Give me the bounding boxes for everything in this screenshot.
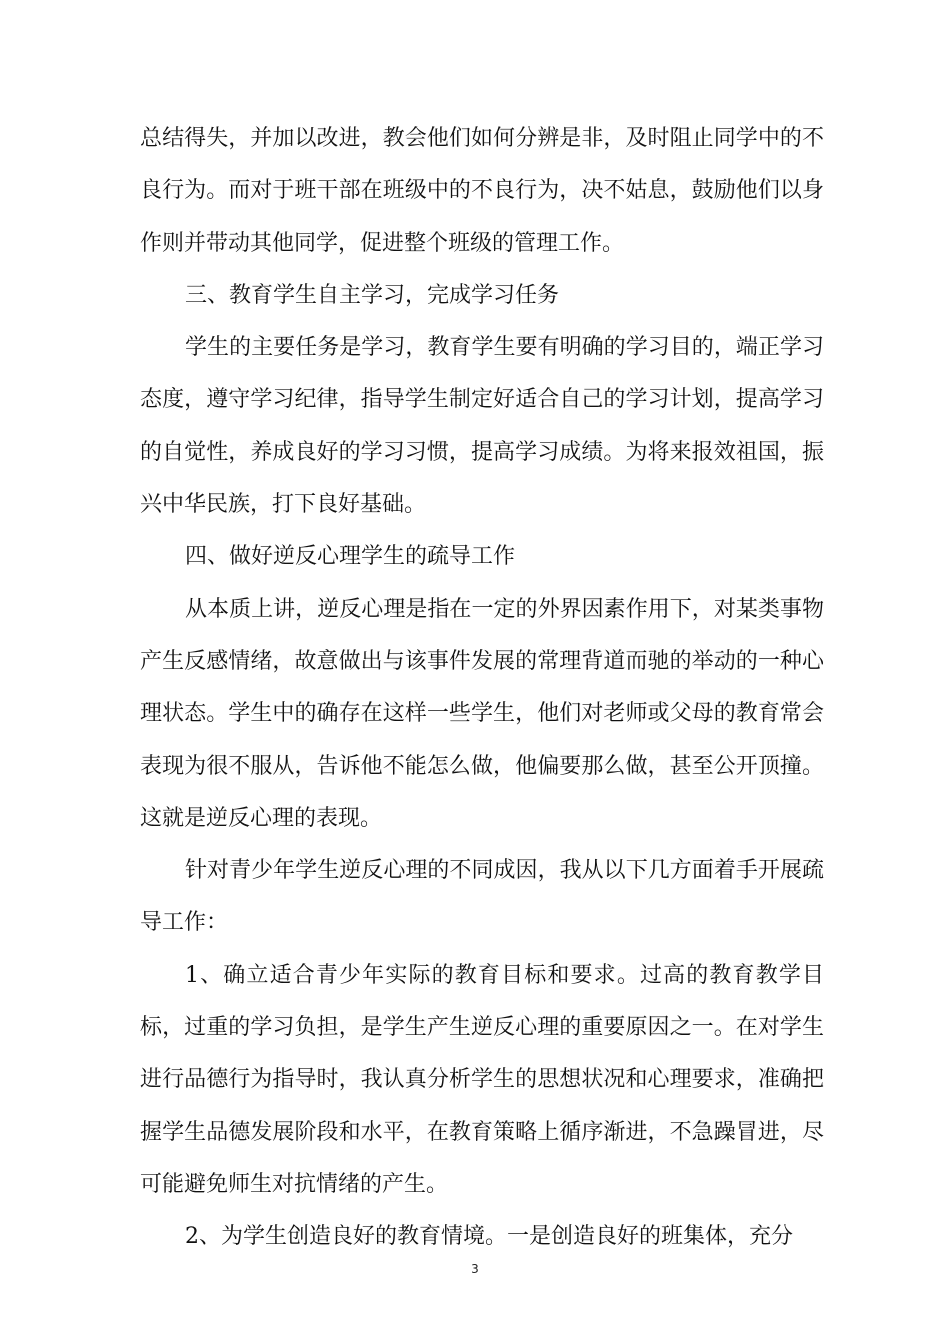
paragraph-continued: 总结得失，并加以改进，教会他们如何分辨是非，及时阻止同学中的不良行为。而对于班干部在班级中的不良行为，决不姑息，鼓励他们以身作则并带动其他同学，促进整个班级的管理工作。 (140, 126, 824, 256)
section-heading-3: 三、教育学生自主学习，完成学习任务 (185, 282, 560, 308)
paragraph: 针对青少年学生逆反心理的不同成因，我从以下几方面着手开展疏导工作： (140, 858, 824, 936)
document-body (140, 113, 824, 1264)
paragraph: 学生的主要任务是学习，教育学生要有明确的学习目的，端正学习态度，遵守学习纪律，指导学生制定好适合自己的学习计划，提高学习的自觉性，养成良好的学习习惯，提高学习成绩。为将来报效祖国，振兴中华民族，打下良好基础。 (140, 335, 824, 518)
paragraph: 从本质上讲，逆反心理是指在一定的外界因素作用下，对某类事物产生反感情绪，故意做出与该事件发展的常理背道而驰的举动的一种心理状态。学生中的确存在这样一些学生，他们对老师或父母的教育常会表现为很不服从，告诉他不能怎么做，他偏要那么做，甚至公开顶撞。这就是逆反心理的表现。 (140, 596, 824, 831)
list-item-2: 2、为学生创造良好的教育情境。一是创造良好的班集体，充分 (185, 1224, 793, 1250)
page-number: 3 (471, 1262, 479, 1276)
list-item-1: 1、确立适合青少年实际的教育目标和要求。过高的教育教学目标，过重的学习负担，是学生产生逆反心理的重要原因之一。在对学生进行品德行为指导时，我认真分析学生的思想状况和心理要求，准确把握学生品德发展阶段和水平，在教育策略上循序渐进，不急躁冒进，尽可能避免师生对抗情绪的产生。 (140, 962, 824, 1197)
section-heading-4: 四、做好逆反心理学生的疏导工作 (185, 544, 516, 570)
